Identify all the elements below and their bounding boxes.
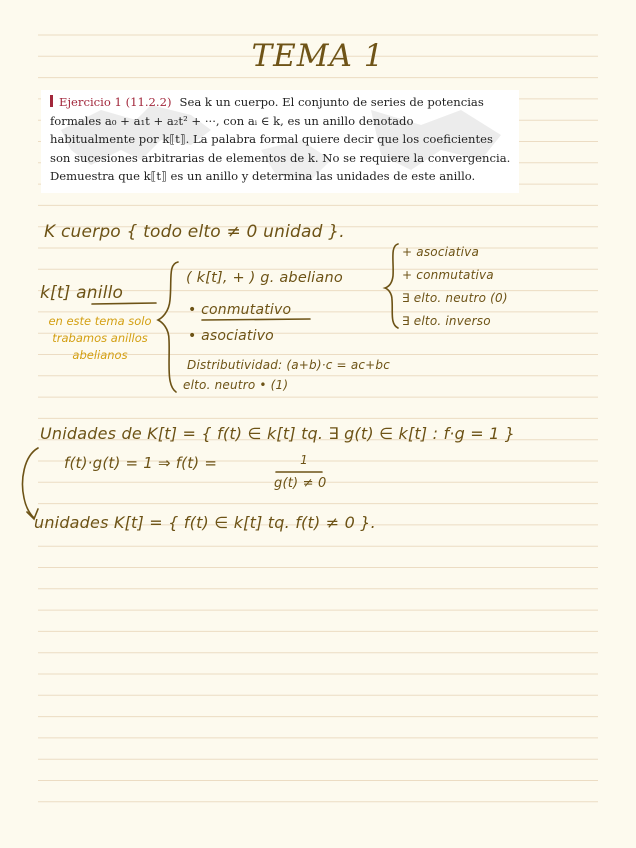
exercise-line: Demuestra que k⟦t⟧ es un anillo y determina las unidades de este anillo.: [50, 169, 476, 184]
group-line: ( k[t], + ) g. abeliano: [186, 270, 343, 286]
exercise-line: habitualmente por k⟦t⟧. La palabra formal quiere decir que los coeficientes: [50, 132, 493, 147]
exercise-line: son sucesiones arbitrarias de elementos de k. No se requiere la convergencia.: [50, 150, 511, 165]
anillo-label: k[t] anillo: [40, 283, 124, 303]
side-note: en este tema solo trabamos anillos abelianos: [48, 314, 152, 362]
page-title: TEMA 1: [251, 38, 385, 74]
prop-neutro: ∃ elto. neutro (0): [402, 291, 508, 305]
fraction-numerator: 1: [300, 453, 308, 467]
unidades-definition: Unidades de K[t] = { f(t) ∈ k[t] tq. ∃ g(t) ∈ k[t] : f·g = 1 }: [40, 424, 516, 443]
exercise-label: Ejercicio 1 (11.2.2): [59, 95, 172, 109]
prop-inverso: ∃ elto. inverso: [402, 314, 491, 328]
prop-conmutativa: + conmutativa: [402, 268, 494, 282]
curved-arrow: [23, 448, 38, 518]
fg-equation: f(t)·g(t) = 1 ⇒ f(t) =: [64, 454, 218, 472]
unidades-result: unidades K[t] = { f(t) ∈ k[t] tq. f(t) ≠ 0 }.: [34, 513, 376, 532]
fraction-denominator: g(t) ≠ 0: [274, 476, 327, 491]
distributividad-line: Distributividad: (a+b)·c = ac+bc: [187, 358, 391, 372]
props-brace: [385, 244, 398, 328]
asociativo-item: • asociativo: [188, 328, 274, 344]
prop-asociativa: + asociativa: [402, 245, 479, 259]
big-brace: [158, 262, 178, 392]
conmutativo-underline: [202, 319, 310, 320]
exercise-line: formales a₀ + a₁t + a₂t² + ···, con aᵢ ∈ k, es un anillo denotado: [50, 113, 414, 128]
exercise-line: Ejercicio 1 (11.2.2) Sea k un cuerpo. El conjunto de series de potencias: [50, 93, 512, 112]
neutro-line: elto. neutro • (1): [183, 378, 289, 392]
conmutativo-item: • conmutativo: [188, 302, 292, 318]
anillo-underline: [92, 303, 156, 304]
cuerpo-note: K cuerpo { todo elto ≠ 0 unidad }.: [44, 222, 345, 242]
